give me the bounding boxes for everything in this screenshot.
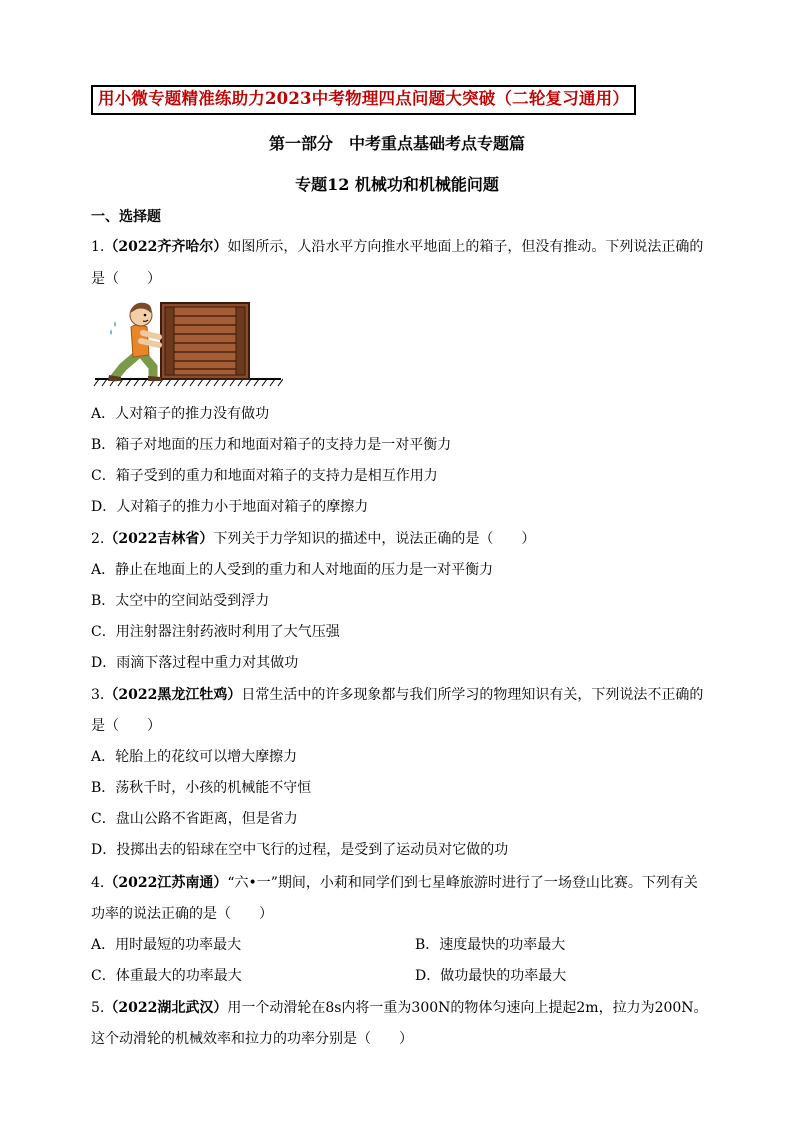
question-1-stem-cont: 是（ ） [91,271,161,287]
option-1a: A．人对箱子的推力没有做功 [91,406,270,422]
question-4-stem-cont: 功率的说法正确的是（ ） [91,906,273,922]
question-5-stem [91,998,708,1018]
question-1-stem [91,237,703,257]
question-source: （2022江苏南通） [104,875,228,891]
question-number: 5. [91,1000,105,1016]
person-pushing-crate-illustration [93,297,283,387]
question-5-stem-cont: 这个动滑轮的机械效率和拉力的功率分别是（ ） [91,1031,413,1047]
part-title: 第一部分 中考重点基础考点专题篇 [268,134,525,153]
topic-title: 专题12 机械功和机械能问题 [295,175,499,194]
question-number: 3. [91,687,105,703]
question-3-stem [91,685,703,705]
option-2b: B．太空中的空间站受到浮力 [91,593,270,609]
option-3c: C．盘山公路不省距离，但是省力 [91,811,298,827]
option-1c: C．箱子受到的重力和地面对箱子的支持力是相互作用力 [91,468,438,484]
option-4b: B．速度最快的功率最大 [415,937,566,953]
option-4c: C．体重最大的功率最大 [91,968,242,984]
question-3-stem-cont: 是（ ） [91,718,161,734]
question-2-stem [91,529,535,549]
question-source: （2022吉林省） [104,531,214,547]
section-heading: 一、选择题 [91,209,161,225]
option-1b: B．箱子对地面的压力和地面对箱子的支持力是一对平衡力 [91,437,452,453]
series-banner: 用小微专题精准练助力2023中考物理四点问题大突破（二轮复习通用） [91,85,636,115]
question-text: 用一个动滑轮在8s内将一重为300N的物体匀速向上提起2m，拉力为200N。 [227,1000,708,1016]
option-3b: B．荡秋千时，小孩的机械能不守恒 [91,780,312,796]
option-4d: D．做功最快的功率最大 [415,968,567,984]
option-4a: A．用时最短的功率最大 [91,937,242,953]
option-3d: D．投掷出去的铅球在空中飞行的过程，是受到了运动员对它做的功 [91,842,509,858]
person [108,303,161,381]
question-number: 1. [91,239,105,255]
crate [161,303,249,379]
question-text: 如图所示，人沿水平方向推水平地面上的箱子，但没有推动。下列说法正确的 [227,239,704,255]
question-source: （2022齐齐哈尔） [104,239,228,255]
question-source: （2022黑龙江牡鸡） [104,687,242,703]
question-source: （2022湖北武汉） [104,1000,228,1016]
option-2c: C．用注射器注射药液时利用了大气压强 [91,624,340,640]
question-text: 下列关于力学知识的描述中，说法正确的是（ ） [213,531,536,547]
question-number: 4. [91,875,105,891]
question-text: “六•一”期间，小莉和同学们到七星峰旅游时进行了一场登山比赛。下列有关 [227,875,698,891]
question-4-stem [91,873,698,893]
option-1d: D．人对箱子的推力小于地面对箱子的摩擦力 [91,499,369,515]
option-2d: D．雨滴下落过程中重力对其做功 [91,655,299,671]
question-number: 2. [91,531,105,547]
option-2a: A．静止在地面上的人受到的重力和人对地面的压力是一对平衡力 [91,562,494,578]
option-3a: A．轮胎上的花纹可以增大摩擦力 [91,749,298,765]
question-text: 日常生活中的许多现象都与我们所学习的物理知识有关，下列说法不正确的 [241,687,704,703]
